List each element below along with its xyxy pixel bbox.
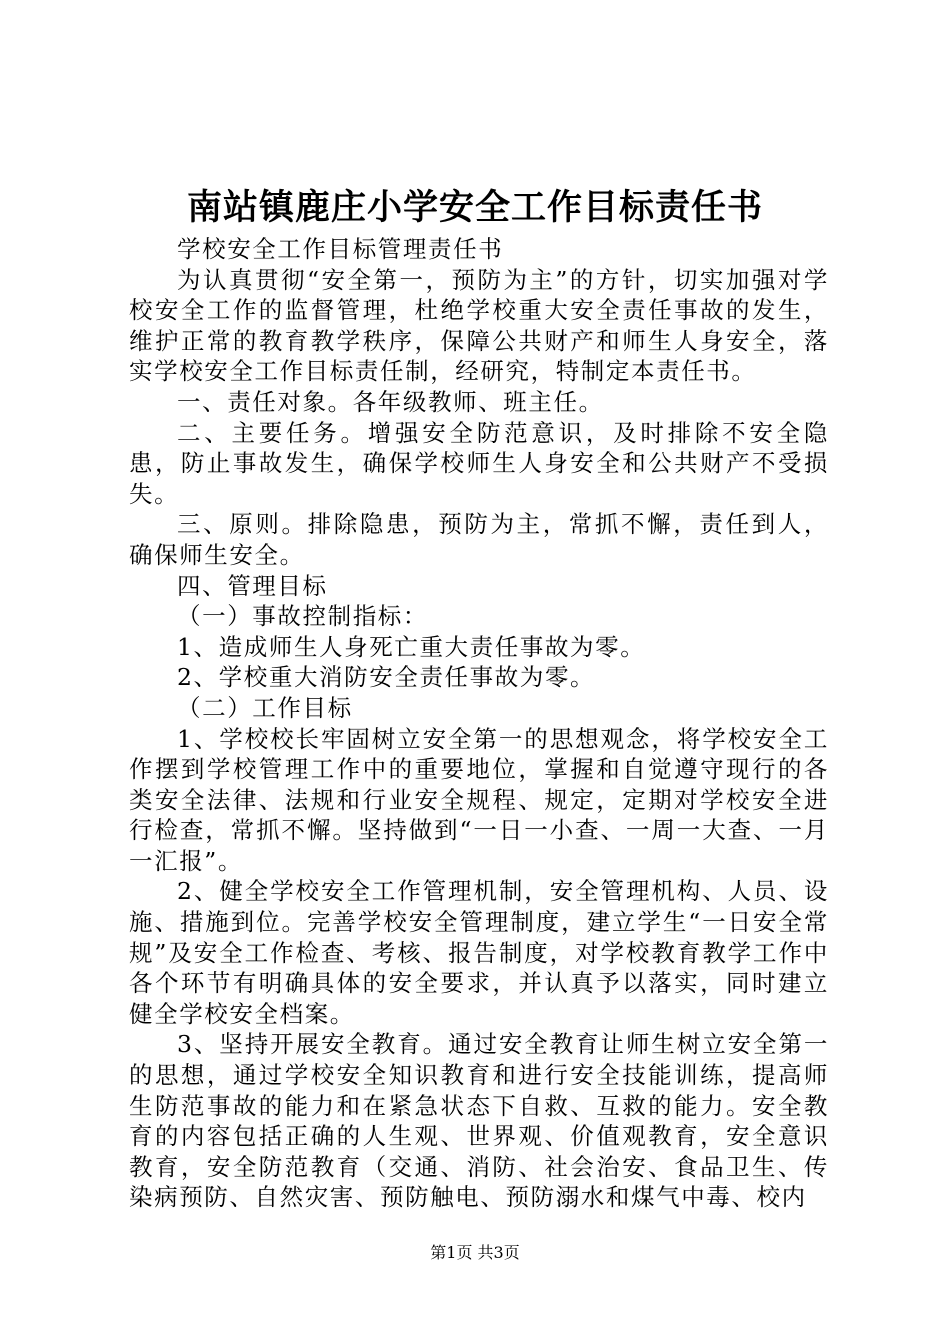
paragraph-section-2: 二、主要任务。增强安全防范意识，及时排除不安全隐患，防止事故发生，确保学校师生人身安全和公共财产不受损失。 bbox=[129, 418, 829, 508]
paragraph-goal-1: 1、学校校长牢固树立安全第一的思想观念，将学校安全工作摆到学校管理工作中的重要地位，掌握和自觉遵守现行的各类安全法律、法规和行业安全规程、规定，定期对学校安全进行检查，常抓不懈。坚持做到“一日一小查、一周一大查、一月一汇报”。 bbox=[129, 724, 829, 875]
paragraph-section-3: 三、原则。排除隐患，预防为主，常抓不懈，责任到人，确保师生安全。 bbox=[129, 510, 829, 569]
paragraph-heading: 学校安全工作目标管理责任书 bbox=[177, 235, 504, 263]
paragraph-subsection-2: （二）工作目标 bbox=[177, 693, 353, 722]
paragraph-goal-3: 3、坚持开展安全教育。通过安全教育让师生树立安全第一的思想，通过学校安全知识教育和进行安全技能训练，提高师生防范事故的能力和在紧急状态下自救、互救的能力。安全教育的内容包括正确的人生观、世界观、价值观教育，安全意识教育，安全防范教育（交通、消防、社会治安、食品卫生、传染病预防、自然灾害、预防触电、预防溺水和煤气中毒、校内 bbox=[129, 1030, 829, 1212]
paragraph-item: 2、学校重大消防安全责任事故为零。 bbox=[177, 663, 596, 692]
document-title: 南站镇鹿庄小学安全工作目标责任书 bbox=[186, 187, 763, 228]
page-footer: 第1页 共3页 bbox=[430, 1243, 520, 1262]
paragraph-section-4: 四、管理目标 bbox=[177, 571, 328, 600]
paragraph-section-1: 一、责任对象。各年级教师、班主任。 bbox=[177, 387, 604, 416]
paragraph-intro: 为认真贯彻“安全第一，预防为主”的方针，切实加强对学校安全工作的监督管理，杜绝学校重大安全责任事故的发生，维护正常的教育教学秩序，保障公共财产和师生人身安全，落实学校安全工作目标责任制，经研究，特制定本责任书。 bbox=[129, 265, 829, 386]
paragraph-item: 1、造成师生人身死亡重大责任事故为零。 bbox=[177, 632, 646, 661]
paragraph-goal-2: 2、健全学校安全工作管理机制，安全管理机构、人员、设施、措施到位。完善学校安全管理制度，建立学生“一日安全常规”及安全工作检查、考核、报告制度，对学校教育教学工作中各个环节有明确具体的安全要求，并认真予以落实，同时建立健全学校安全档案。 bbox=[129, 877, 829, 1028]
paragraph-subsection-1: （一）事故控制指标： bbox=[177, 602, 428, 631]
document-body bbox=[129, 234, 829, 1213]
